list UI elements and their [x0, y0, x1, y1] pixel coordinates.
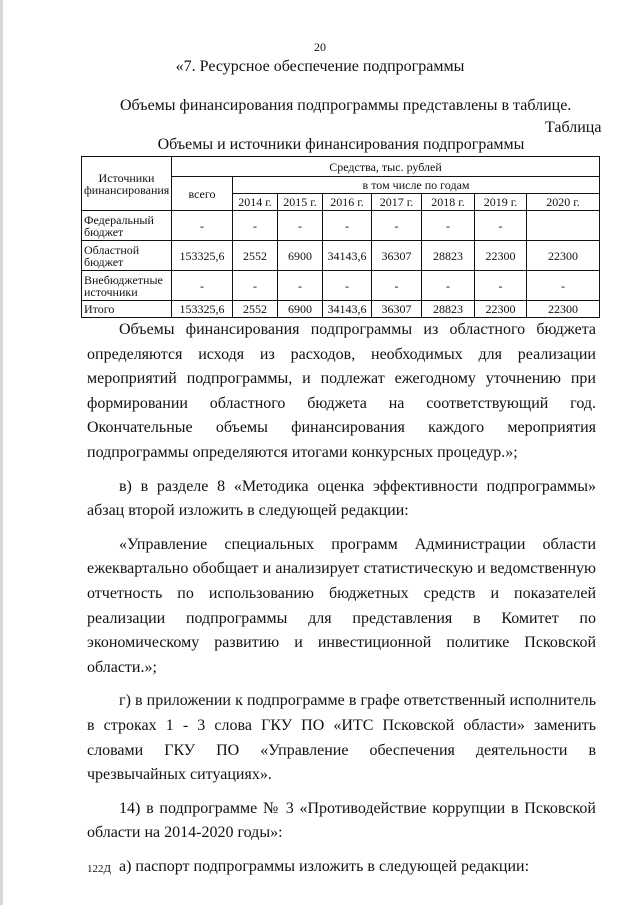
row-value: - [475, 211, 527, 241]
table-row [82, 241, 600, 271]
row-value: - [372, 271, 422, 301]
table-row [82, 211, 600, 241]
paragraph: г) в приложении к подпрограмме в графе ответственный исполнитель в строках 1 - 3 слова ГКУ ПО «ИТС Псковской области» заменить словами ГКУ ПО «Управление обеспечения деятельности в чрезвычайных ситуациях». [87, 692, 596, 784]
row-value: - [278, 211, 323, 241]
row-value: - [422, 271, 475, 301]
header-source: Источники финансирования [82, 157, 172, 211]
row-total: 153325,6 [172, 241, 233, 271]
row-value: - [323, 271, 372, 301]
row-value: - [475, 271, 527, 301]
footer-code: 122Д [87, 863, 112, 875]
row-value: 22300 [475, 301, 527, 318]
row-source: Областной бюджет [82, 241, 172, 271]
row-value: 6900 [278, 301, 323, 318]
table-row [82, 301, 600, 318]
row-value: 2552 [233, 301, 278, 318]
row-source: Внебюджетные источники [82, 271, 172, 301]
year-header: 2017 г. [372, 194, 422, 211]
year-header: 2016 г. [323, 194, 372, 211]
year-header: 2018 г. [422, 194, 475, 211]
row-value: 36307 [372, 301, 422, 318]
row-value: 22300 [475, 241, 527, 271]
row-value [527, 211, 600, 241]
row-value: 28823 [422, 301, 475, 318]
row-value: - [422, 211, 475, 241]
row-value: - [233, 211, 278, 241]
row-source: Федеральный бюджет [82, 211, 172, 241]
row-value: 22300 [527, 301, 600, 318]
header-funds: Средства, тыс. рублей [172, 157, 600, 177]
table-label: Таблица [545, 119, 602, 136]
year-header: 2020 г. [527, 194, 600, 211]
body-text [87, 318, 596, 879]
year-header: 2015 г. [278, 194, 323, 211]
intro-line: Объемы финансирования подпрограммы представлены в таблице. [120, 97, 572, 114]
row-total: - [172, 211, 233, 241]
row-value: - [372, 211, 422, 241]
row-value: 36307 [372, 241, 422, 271]
row-value: 28823 [422, 241, 475, 271]
paragraph: 14) в подпрограмме № 3 «Противодействие коррупции в Псковской области на 2014-2020 годы»: [87, 799, 596, 842]
row-value: 34143,6 [323, 301, 372, 318]
paragraph: а) паспорт подпрограммы изложить в следующей редакции: [119, 857, 530, 875]
paragraph: «Управление специальных программ Администрации области ежеквартально обобщает и анализирует статистическую и ведомственную отчетность по использованию бюджетных средств и показателей реализации подпрограммы для представления в Комитет по экономическому развитию и инвестиционной политике Псковской области.»; [87, 535, 596, 676]
header-by-years: в том числе по годам [233, 177, 600, 194]
paragraph: в) в разделе 8 «Методика оценка эффективности подпрограммы» абзац второй изложить в следующей редакции: [87, 477, 596, 520]
table-row [82, 271, 600, 301]
row-total: - [172, 271, 233, 301]
row-total: 153325,6 [172, 301, 233, 318]
section-heading: «7. Ресурсное обеспечение подпрограммы [175, 58, 465, 75]
row-value: - [527, 271, 600, 301]
row-value: 2552 [233, 241, 278, 271]
row-value: - [323, 211, 372, 241]
row-value: - [233, 271, 278, 301]
row-value: 22300 [527, 241, 600, 271]
table-caption: Объемы и источники финансирования подпрограммы [157, 136, 525, 153]
year-header: 2019 г. [475, 194, 527, 211]
row-source: Итого [82, 301, 172, 318]
year-header: 2014 г. [233, 194, 278, 211]
row-value: 6900 [278, 241, 323, 271]
financing-table [81, 156, 600, 318]
header-total: всего [172, 177, 233, 211]
row-value: - [278, 271, 323, 301]
row-value: 34143,6 [323, 241, 372, 271]
paragraph: Объемы финансирования подпрограммы из областного бюджета определяются исходя из расходов, необходимых для реализации мероприятий подпрограммы, и подлежат ежегодному уточнению при формировании областного бюджета на соответствующий год. Окончательные объемы финансирования каждого мероприятия подпрограммы определяются итогами конкурсных процедур.»; [87, 321, 596, 461]
page-number: 20 [314, 40, 326, 54]
